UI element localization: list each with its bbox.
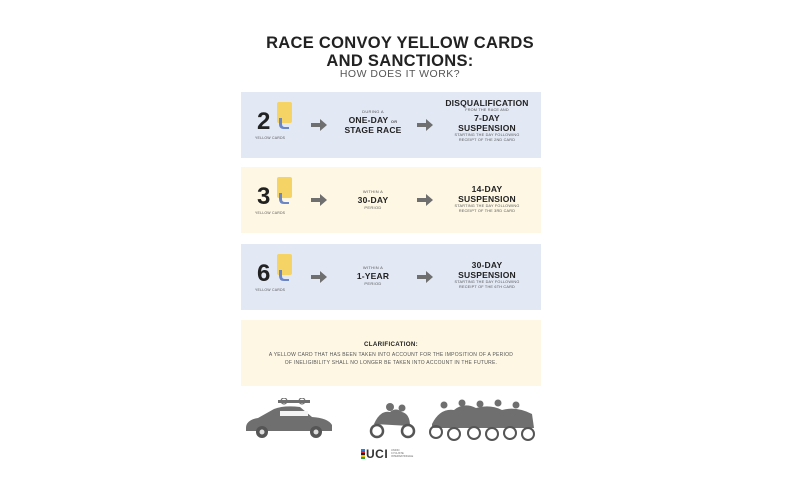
- rule-panel-2-cards: [241, 92, 541, 158]
- race-convoy-illustration: [240, 398, 545, 444]
- uci-logo: [361, 447, 431, 461]
- sanction-line-2: SUSPENSION: [458, 270, 516, 280]
- arrow-right-icon: [311, 119, 327, 131]
- hand-icon: [277, 190, 291, 204]
- sanction-line-1: 30-DAY: [471, 260, 503, 270]
- arrow-right-icon: [417, 119, 433, 131]
- card-count: 6: [257, 260, 271, 287]
- period-main: 1-YEAR: [356, 271, 390, 281]
- period-pre: WITHIN A: [362, 189, 384, 194]
- sanction-line-1: 14-DAY: [471, 184, 503, 194]
- sanction-line-2: 7-DAY: [474, 113, 500, 123]
- clarification-line-2: OF INELIGIBILITY SHALL NO LONGER BE TAKEN INTO ACCOUNT IN THE FUTURE.: [284, 360, 498, 366]
- hand-icon: [277, 267, 291, 281]
- card-group: [255, 102, 303, 148]
- sanction-line-3: SUSPENSION: [458, 123, 516, 133]
- start-line-1: STARTING THE DAY FOLLOWING: [454, 204, 520, 208]
- card-count: 3: [257, 183, 271, 210]
- period-block: [333, 189, 413, 211]
- period-main: 30-DAY: [357, 195, 389, 205]
- card-group: [255, 254, 303, 300]
- clarification-panel: [241, 320, 541, 386]
- sanction-block: [437, 184, 537, 214]
- sanction-block: [437, 98, 537, 143]
- logo-sub-line-1: UNION: [391, 449, 400, 452]
- card-label: YELLOW CARDS: [255, 288, 286, 292]
- rainbow-stripes-icon: [361, 449, 365, 459]
- arrow-right-icon: [417, 271, 433, 283]
- period-pre: WITHIN A: [362, 265, 384, 270]
- logo-subtitle: [391, 449, 417, 459]
- card-label: YELLOW CARDS: [255, 211, 286, 215]
- clarification-title: CLARIFICATION:: [364, 341, 418, 348]
- period-pre: DURING A: [362, 109, 384, 114]
- period-post: PERIOD: [364, 281, 382, 286]
- peloton-icon: [430, 400, 534, 441]
- page-subtitle: HOW DOES IT WORK?: [339, 68, 461, 80]
- logo-text: UCI: [366, 447, 389, 461]
- card-label: YELLOW CARDS: [255, 136, 286, 140]
- period-line-1: [333, 115, 413, 125]
- arrow-right-icon: [311, 271, 327, 283]
- period-block: [333, 265, 413, 287]
- rule-panel-3-cards: [241, 167, 541, 233]
- start-line-1: STARTING THE DAY FOLLOWING: [454, 280, 520, 284]
- period-block: [333, 109, 413, 135]
- sanction-line-1: DISQUALIFICATION: [445, 98, 529, 108]
- sanction-block: [437, 260, 537, 290]
- motorbikes-icon: [371, 403, 414, 437]
- start-line-2: RECEIPT OF THE 2ND CARD: [458, 138, 516, 142]
- period-or: OR: [390, 119, 398, 124]
- logo-sub-line-2: CYCLISTE: [391, 452, 404, 456]
- start-line-2: RECEIPT OF THE 3RD CARD: [458, 209, 516, 213]
- arrow-right-icon: [311, 194, 327, 206]
- title-line-2: AND SANCTIONS:: [326, 52, 474, 70]
- logo-sub-line-3: INTERNATIONALE: [391, 455, 414, 459]
- period-post: PERIOD: [364, 205, 382, 210]
- hand-icon: [277, 115, 291, 129]
- rule-panel-6-cards: [241, 244, 541, 310]
- start-line-1: STARTING THE DAY FOLLOWING: [454, 133, 520, 137]
- clarification-line-1: A YELLOW CARD THAT HAS BEEN TAKEN INTO ACCOUNT FOR THE IMPOSITION OF A PERIOD: [268, 352, 514, 358]
- arrow-right-icon: [417, 194, 433, 206]
- sanction-line-2: SUSPENSION: [458, 194, 516, 204]
- card-group: [255, 177, 303, 223]
- sanction-note: FROM THE RACE AND: [465, 108, 509, 112]
- title-line-1: RACE CONVOY YELLOW CARDS: [266, 34, 534, 52]
- page-title: [240, 34, 560, 70]
- start-line-2: RECEIPT OF THE 6TH CARD: [459, 285, 515, 289]
- period-line-2: STAGE RACE: [344, 125, 402, 135]
- period-main: ONE-DAY: [348, 115, 389, 125]
- card-count: 2: [257, 108, 271, 135]
- team-car-icon: [246, 398, 332, 438]
